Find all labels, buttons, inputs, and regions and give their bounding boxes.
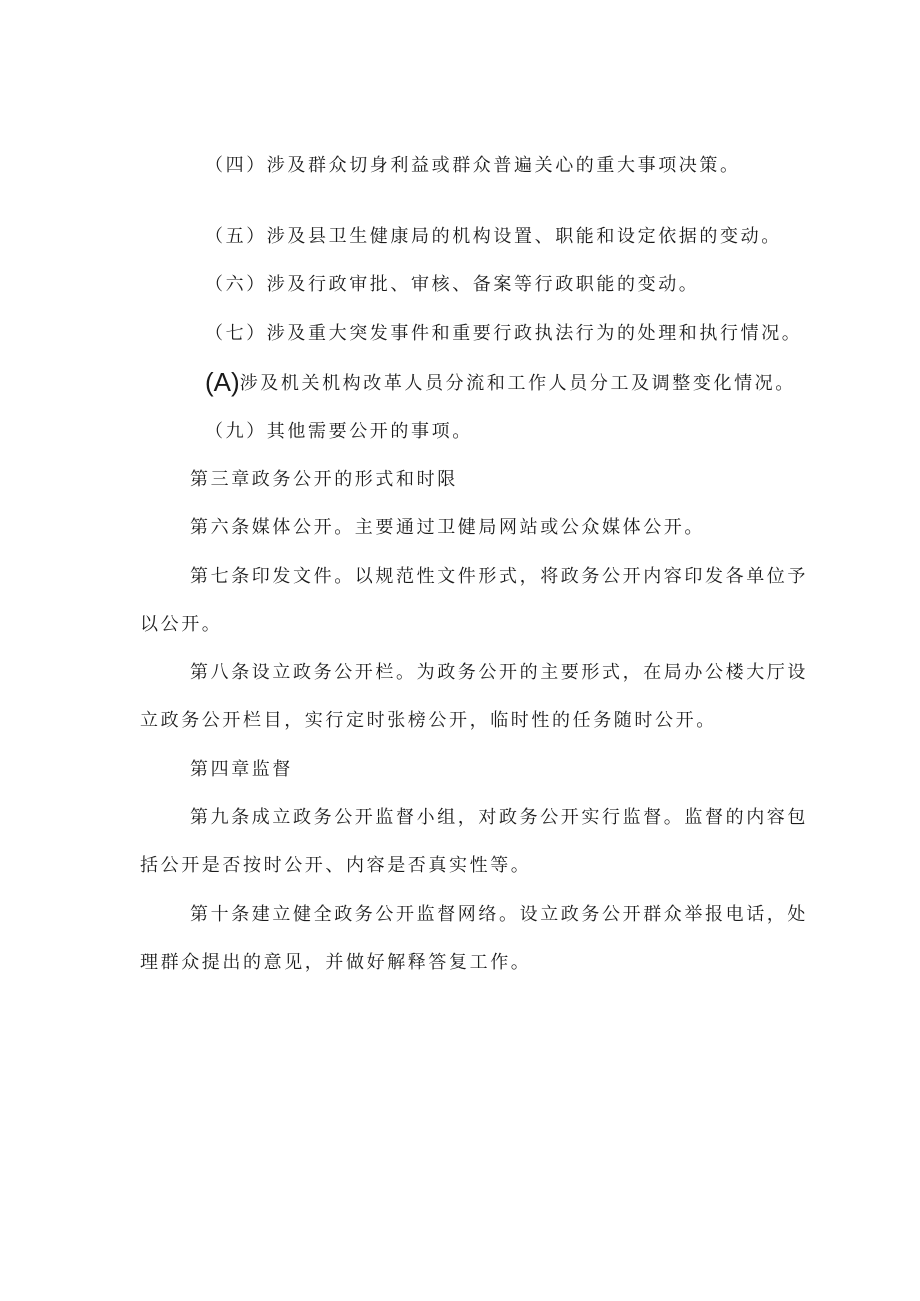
item-eight-close-paren: ) (231, 367, 240, 397)
chapter-four-title: 第四章监督 (190, 759, 293, 780)
item-eight (205, 367, 796, 397)
chapter-three-title: 第三章政务公开的形式和时限 (190, 469, 458, 490)
article-six: 第六条媒体公开。主要通过卫健局网站或公众媒体公开。 (190, 517, 705, 538)
item-four: （四）涉及群众切身利益或群众普遍关心的重大事项决策。 (205, 155, 741, 176)
article-eight-line-1: 第八条设立政务公开栏。为政务公开的主要形式，在局办公楼大厅设 (190, 662, 808, 683)
article-seven-line-2: 以公开。 (140, 614, 223, 635)
item-eight-number: A (213, 367, 232, 397)
item-five: （五）涉及县卫生健康局的机构设置、职能和设定依据的变动。 (205, 226, 782, 247)
article-nine-line-2: 括公开是否按时公开、内容是否真实性等。 (140, 855, 532, 876)
item-nine: （九）其他需要公开的事项。 (205, 421, 473, 442)
item-eight-open-paren: ( (205, 367, 214, 397)
item-eight-text: 涉及机关机构改革人员分流和工作人员分工及调整变化情况。 (239, 373, 796, 394)
item-seven: （七）涉及重大突发事件和重要行政执法行为的处理和执行情况。 (205, 323, 803, 344)
article-seven-line-1: 第七条印发文件。以规范性文件形式，将政务公开内容印发各单位予 (190, 566, 808, 587)
article-eight-line-2: 立政务公开栏目，实行定时张榜公开，临时性的任务随时公开。 (140, 710, 717, 731)
article-ten-line-1: 第十条建立健全政务公开监督网络。设立政务公开群众举报电话，处 (190, 904, 808, 925)
article-nine-line-1: 第九条成立政务公开监督小组，对政务公开实行监督。监督的内容包 (190, 807, 808, 828)
item-six: （六）涉及行政审批、审核、备案等行政职能的变动。 (205, 274, 700, 295)
article-ten-line-2: 理群众提出的意见，并做好解释答复工作。 (140, 952, 532, 973)
